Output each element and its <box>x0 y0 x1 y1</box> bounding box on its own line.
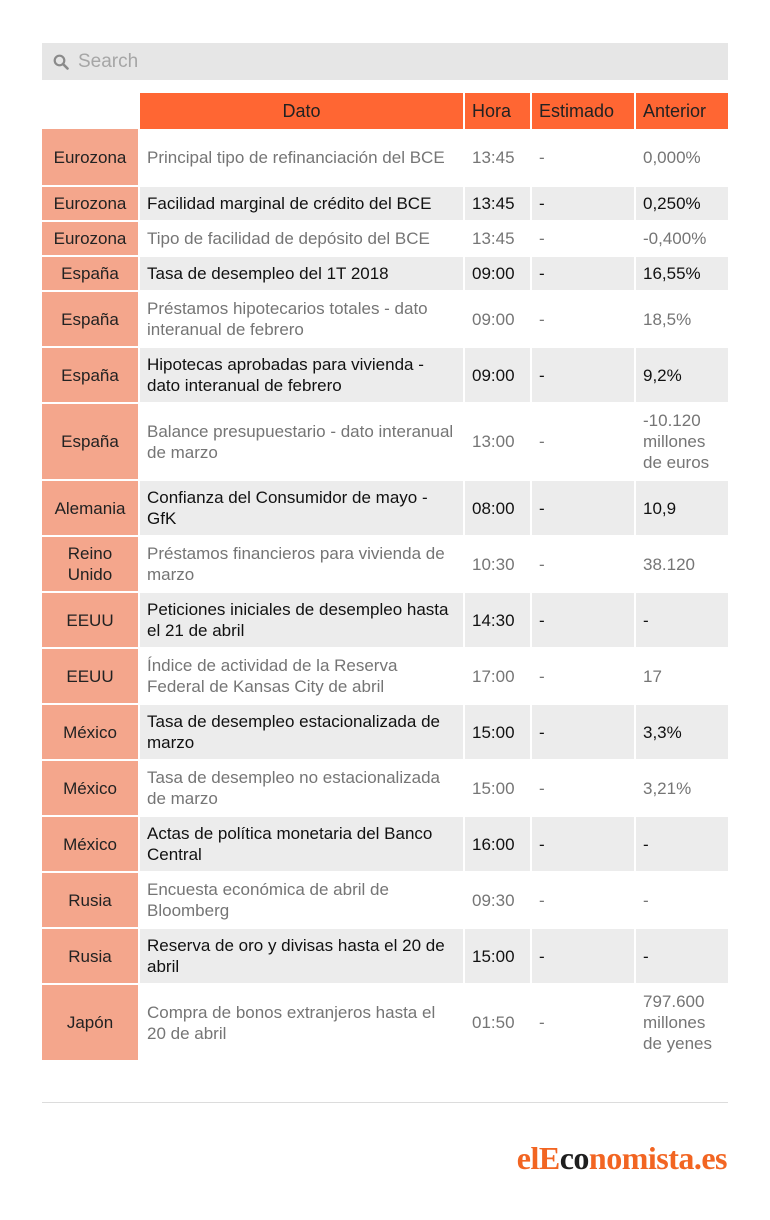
header-dato[interactable]: Dato <box>138 93 463 129</box>
country-cell: Reino Unido <box>42 535 138 591</box>
hora-cell: 15:00 <box>463 759 530 815</box>
search-icon <box>53 54 69 70</box>
hora-cell: 16:00 <box>463 815 530 871</box>
country-cell: EEUU <box>42 647 138 703</box>
table-row <box>42 220 728 255</box>
estimado-cell: - <box>530 402 634 479</box>
anterior-cell: -0,400% <box>634 220 728 255</box>
dato-cell: Índice de actividad de la Reserva Federal de Kansas City de abril <box>138 647 463 703</box>
country-cell: Eurozona <box>42 185 138 220</box>
estimado-cell: - <box>530 346 634 402</box>
table-row <box>42 185 728 220</box>
dato-cell: Tipo de facilidad de depósito del BCE <box>138 220 463 255</box>
table-row <box>42 479 728 535</box>
divider <box>42 1102 728 1103</box>
hora-cell: 09:00 <box>463 290 530 346</box>
estimado-cell: - <box>530 129 634 185</box>
anterior-cell: 9,2% <box>634 346 728 402</box>
anterior-cell: 3,3% <box>634 703 728 759</box>
dato-cell: Préstamos hipotecarios totales - dato interanual de febrero <box>138 290 463 346</box>
header-anterior[interactable]: Anterior <box>634 93 728 129</box>
table-row <box>42 402 728 479</box>
anterior-cell: 16,55% <box>634 255 728 290</box>
country-cell: Rusia <box>42 927 138 983</box>
header-country <box>42 93 138 129</box>
anterior-cell: 0,000% <box>634 129 728 185</box>
table-row <box>42 815 728 871</box>
country-cell: España <box>42 290 138 346</box>
estimado-cell: - <box>530 220 634 255</box>
economic-calendar-table <box>42 93 728 1060</box>
dato-cell: Compra de bonos extranjeros hasta el 20 de abril <box>138 983 463 1060</box>
header-estimado[interactable]: Estimado <box>530 93 634 129</box>
estimado-cell: - <box>530 871 634 927</box>
hora-cell: 09:00 <box>463 346 530 402</box>
country-cell: México <box>42 703 138 759</box>
header-hora[interactable]: Hora <box>463 93 530 129</box>
estimado-cell: - <box>530 703 634 759</box>
country-cell: Eurozona <box>42 129 138 185</box>
table-row <box>42 129 728 185</box>
anterior-cell: 10,9 <box>634 479 728 535</box>
estimado-cell: - <box>530 185 634 220</box>
table-row <box>42 535 728 591</box>
anterior-cell: - <box>634 927 728 983</box>
hora-cell: 13:45 <box>463 185 530 220</box>
hora-cell: 13:00 <box>463 402 530 479</box>
table-row <box>42 591 728 647</box>
dato-cell: Balance presupuestario - dato interanual de marzo <box>138 402 463 479</box>
estimado-cell: - <box>530 927 634 983</box>
hora-cell: 01:50 <box>463 983 530 1060</box>
table-row <box>42 871 728 927</box>
table-row <box>42 647 728 703</box>
country-cell: España <box>42 402 138 479</box>
hora-cell: 14:30 <box>463 591 530 647</box>
dato-cell: Tasa de desempleo no estacionalizada de marzo <box>138 759 463 815</box>
country-cell: España <box>42 255 138 290</box>
table-row <box>42 255 728 290</box>
hora-cell: 10:30 <box>463 535 530 591</box>
dato-cell: Actas de política monetaria del Banco Central <box>138 815 463 871</box>
hora-cell: 17:00 <box>463 647 530 703</box>
table-row <box>42 346 728 402</box>
dato-cell: Principal tipo de refinanciación del BCE <box>138 129 463 185</box>
anterior-cell: 0,250% <box>634 185 728 220</box>
anterior-cell: -10.120 millones de euros <box>634 402 728 479</box>
table-row <box>42 703 728 759</box>
dato-cell: Hipotecas aprobadas para vivienda - dato interanual de febrero <box>138 346 463 402</box>
search-input[interactable] <box>78 51 728 73</box>
estimado-cell: - <box>530 535 634 591</box>
eleconomista-logo[interactable] <box>517 1140 727 1177</box>
estimado-cell: - <box>530 591 634 647</box>
hora-cell: 09:00 <box>463 255 530 290</box>
search-bar[interactable] <box>42 43 728 80</box>
hora-cell: 15:00 <box>463 703 530 759</box>
country-cell: Eurozona <box>42 220 138 255</box>
estimado-cell: - <box>530 290 634 346</box>
country-cell: Rusia <box>42 871 138 927</box>
logo-part1: elE <box>516 1140 560 1176</box>
anterior-cell: 3,21% <box>634 759 728 815</box>
dato-cell: Confianza del Consumidor de mayo - GfK <box>138 479 463 535</box>
estimado-cell: - <box>530 255 634 290</box>
anterior-cell: - <box>634 815 728 871</box>
anterior-cell: 797.600 millones de yenes <box>634 983 728 1060</box>
hora-cell: 09:30 <box>463 871 530 927</box>
estimado-cell: - <box>530 759 634 815</box>
country-cell: México <box>42 759 138 815</box>
hora-cell: 13:45 <box>463 220 530 255</box>
dato-cell: Tasa de desempleo estacionalizada de marzo <box>138 703 463 759</box>
country-cell: EEUU <box>42 591 138 647</box>
table-row <box>42 759 728 815</box>
dato-cell: Peticiones iniciales de desempleo hasta el 21 de abril <box>138 591 463 647</box>
estimado-cell: - <box>530 479 634 535</box>
table-header-row <box>42 93 728 129</box>
country-cell: Alemania <box>42 479 138 535</box>
anterior-cell: 17 <box>634 647 728 703</box>
estimado-cell: - <box>530 983 634 1060</box>
dato-cell: Tasa de desempleo del 1T 2018 <box>138 255 463 290</box>
dato-cell: Encuesta económica de abril de Bloomberg <box>138 871 463 927</box>
dato-cell: Préstamos financieros para vivienda de marzo <box>138 535 463 591</box>
dato-cell: Facilidad marginal de crédito del BCE <box>138 185 463 220</box>
hora-cell: 13:45 <box>463 129 530 185</box>
country-cell: Japón <box>42 983 138 1060</box>
table-row <box>42 927 728 983</box>
hora-cell: 08:00 <box>463 479 530 535</box>
logo-part2: co <box>559 1140 589 1176</box>
table-row <box>42 983 728 1060</box>
logo-part3: nomista.es <box>588 1140 727 1176</box>
country-cell: España <box>42 346 138 402</box>
anterior-cell: 18,5% <box>634 290 728 346</box>
dato-cell: Reserva de oro y divisas hasta el 20 de abril <box>138 927 463 983</box>
anterior-cell: - <box>634 591 728 647</box>
anterior-cell: - <box>634 871 728 927</box>
anterior-cell: 38.120 <box>634 535 728 591</box>
estimado-cell: - <box>530 815 634 871</box>
country-cell: México <box>42 815 138 871</box>
estimado-cell: - <box>530 647 634 703</box>
hora-cell: 15:00 <box>463 927 530 983</box>
table-row <box>42 290 728 346</box>
